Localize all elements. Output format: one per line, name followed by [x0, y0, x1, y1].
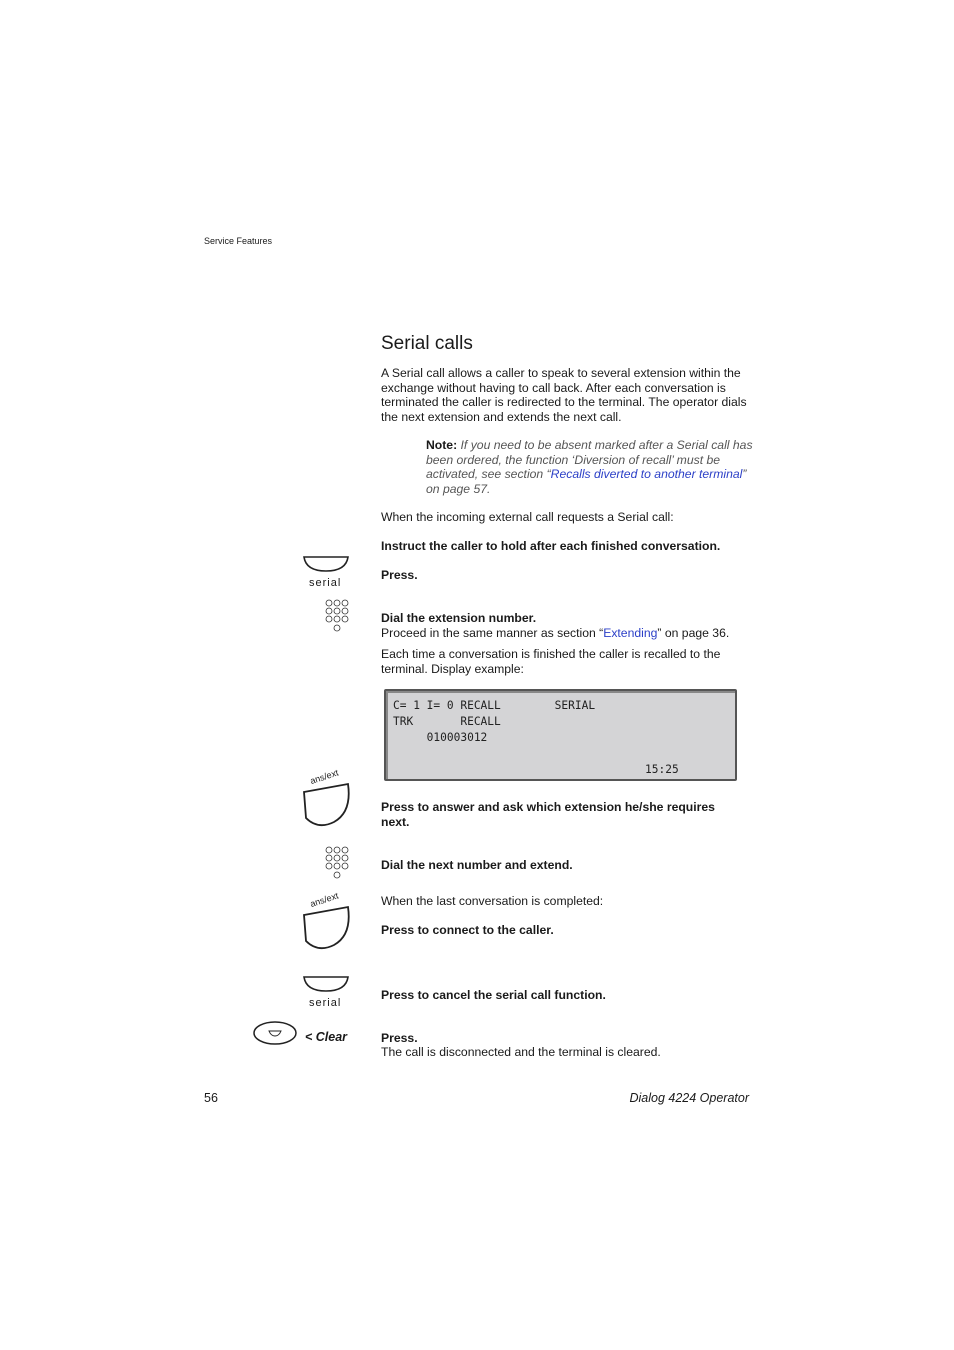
note-label: Note:: [426, 438, 458, 452]
each-time-text: Each time a conversation is finished the caller is recalled to the terminal. Display example:: [381, 647, 721, 676]
note-text-after: ” on page 57.: [426, 467, 747, 496]
display-line-2: TRK RECALL: [393, 715, 501, 728]
note-block: [426, 438, 756, 496]
serial-key-icon-2[interactable]: [302, 975, 352, 995]
step-press: Press.: [381, 568, 418, 582]
ansext-key-icon[interactable]: [300, 782, 354, 830]
ansext-key-label: ans/ext: [308, 767, 340, 786]
terminal-display: [384, 689, 737, 781]
step-cancel: Press to cancel the serial call function.: [381, 988, 606, 1002]
step-dial: Dial the extension number.: [381, 611, 537, 625]
ansext-key-label-2: ans/ext: [308, 890, 340, 909]
extending-link[interactable]: Extending: [603, 626, 658, 640]
display-line-3: 010003012: [393, 731, 488, 744]
proceed-text-after: ” on page 36.: [657, 626, 730, 640]
disconnected-text: The call is disconnected and the terminal is cleared.: [381, 1045, 661, 1059]
step-dial-next: Dial the next number and extend.: [381, 858, 573, 872]
when-last-text: When the last conversation is completed:: [381, 894, 604, 908]
ansext-key-icon-2[interactable]: [300, 905, 354, 953]
when-incoming-text: When the incoming external call requests a Serial call:: [381, 510, 674, 524]
serial-key-label-2: serial: [309, 997, 342, 1009]
note-text: If you need to be absent marked after a Serial call has been ordered, the function ‘Diversion of recall’ must be activated, see section “: [426, 438, 753, 482]
clear-key-label: < Clear: [305, 1030, 348, 1044]
serial-key-label: serial: [309, 577, 342, 589]
step-proceed: [381, 626, 729, 641]
proceed-text: Proceed in the same manner as section “: [381, 626, 604, 640]
step-press-clear: Press.: [381, 1031, 418, 1045]
product-name: Dialog 4224 Operator: [629, 1091, 749, 1105]
step-answer: Press to answer and ask which extension he/she requires next.: [381, 800, 715, 829]
keypad-icon-2: [324, 846, 352, 882]
keypad-icon: [324, 599, 352, 635]
intro-paragraph: A Serial call allows a caller to speak to several extension within the exchange without having to call back. After each conversation is terminated the caller is redirected to the terminal. The operator dials the next extension and extends the next call.: [381, 366, 747, 424]
display-line-1: C= 1 I= 0 RECALL SERIAL: [393, 699, 596, 712]
note-link[interactable]: Recalls diverted to another terminal: [550, 467, 743, 482]
serial-key-icon[interactable]: [302, 555, 352, 575]
display-time: 15:25: [645, 763, 679, 776]
page-title: Serial calls: [381, 333, 473, 354]
clear-key-icon[interactable]: [252, 1020, 300, 1048]
page-number: 56: [204, 1091, 218, 1105]
step-connect: Press to connect to the caller.: [381, 923, 554, 937]
section-header: Service Features: [204, 236, 273, 246]
step-instruct: Instruct the caller to hold after each finished conversation.: [381, 539, 721, 553]
